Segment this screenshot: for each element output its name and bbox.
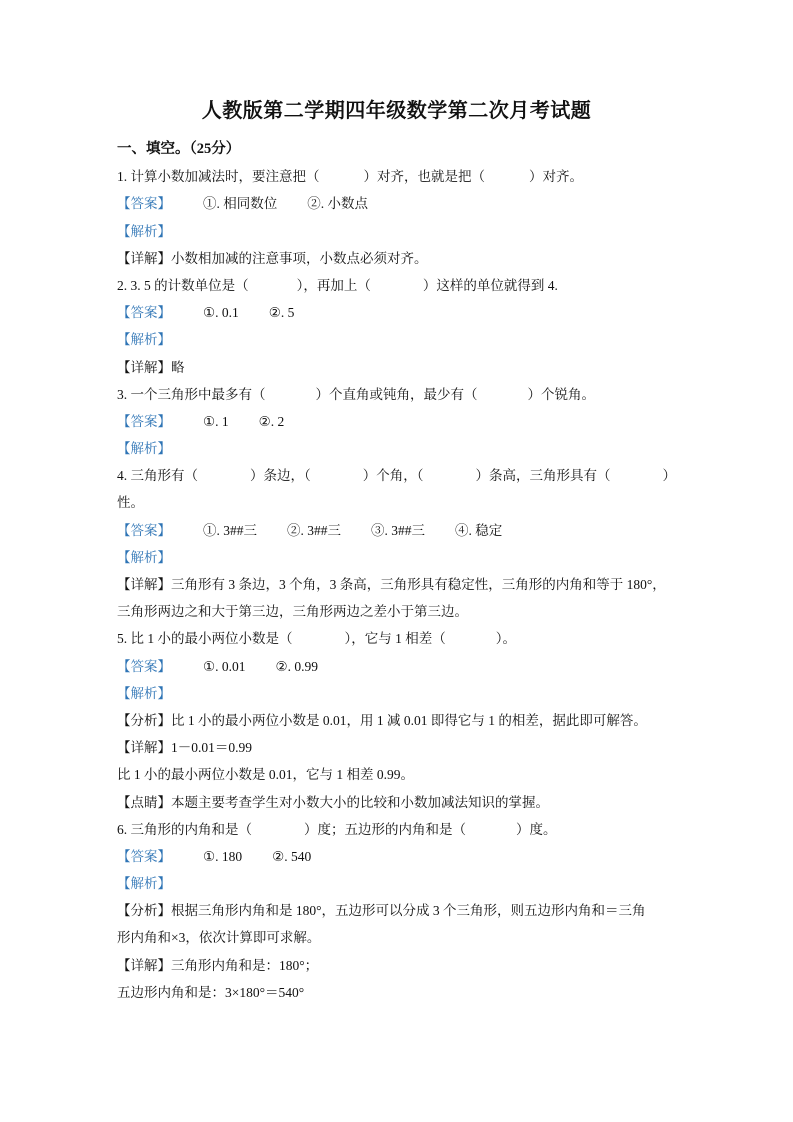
detail-label: 【详解】 (117, 740, 171, 756)
detail-line (117, 734, 687, 761)
analysis-line (117, 897, 687, 924)
answer-item: ①. 3##三 (203, 522, 257, 538)
detail-line-cont: 三角形两边之和大于第三边，三角形两边之差小于第三边。 (117, 604, 468, 620)
analysis-heading: 【解析】 (117, 441, 171, 457)
q-text: ）度。 (516, 821, 557, 837)
answer-line (117, 408, 687, 435)
answer-item: ①. 180 (203, 848, 243, 864)
answer-item: ②. 0.99 (275, 658, 318, 674)
q-text: ）个锐角。 (527, 386, 595, 402)
answer-item: ①. 1 (203, 413, 229, 429)
q-text: ），再加上（ (296, 277, 371, 293)
q-text: 2. 3. 5 的计数单位是（ (117, 277, 249, 293)
answer-line (117, 843, 687, 870)
detail-line-cont: 五边形内角和是：3×180°＝540° (117, 984, 305, 1000)
question-2 (117, 272, 687, 299)
detail-line (117, 245, 687, 272)
answer-item: ②. 5 (268, 305, 295, 321)
q-text: ）条高，三角形具有（ (475, 468, 611, 484)
point-line (117, 789, 687, 816)
answer-line (117, 653, 687, 680)
answer-item: ①. 0.1 (203, 305, 239, 321)
detail-line-cont: 比 1 小的最小两位小数是 0.01，它与 1 相差 0.99。 (117, 767, 414, 783)
detail-label: 【详解】 (117, 577, 171, 592)
answer-line (117, 299, 687, 326)
answer-label: 【答案】 (117, 305, 171, 321)
detail-label: 【详解】 (117, 957, 171, 973)
detail-text: 小数相加减的注意事项，小数点必须对齐。 (171, 250, 428, 266)
detail-line (117, 952, 687, 979)
question-3 (117, 381, 687, 408)
q-text: ），它与 1 相差（ (344, 631, 446, 647)
answer-item: ②. 3##三 (287, 522, 341, 538)
q-text: ）个角，（ (362, 468, 424, 484)
detail-text: 略 (171, 359, 185, 375)
question-4 (117, 462, 687, 489)
answer-item: ②. 2 (258, 413, 285, 429)
answer-label: 【答案】 (117, 658, 171, 674)
answer-label: 【答案】 (117, 848, 171, 864)
point-label: 【点睛】 (117, 794, 171, 810)
q-text: ） (662, 468, 676, 484)
answer-label: 【答案】 (117, 196, 171, 212)
q-text: ）这样的单位就得到 4. (422, 277, 558, 293)
detail-label: 【详解】 (117, 250, 171, 266)
question-1 (117, 163, 687, 190)
detail-text: 三角形有 3 条边，3 个角，3 条高，三角形具有稳定性，三角形的内角和等于 180°， (171, 577, 666, 592)
analysis-heading: 【解析】 (117, 685, 171, 701)
question-5 (117, 625, 687, 652)
detail-text: 三角形内角和是：180°； (171, 957, 319, 973)
q-text: ）条边，（ (250, 468, 311, 484)
answer-item: ②. 540 (272, 848, 312, 864)
answer-item: ④. 稳定 (455, 522, 503, 538)
analysis-line-cont: 形内角和×3，依次计算即可求解。 (117, 930, 321, 946)
answer-label: 【答案】 (117, 413, 171, 429)
answer-line (117, 190, 687, 217)
section-heading: 一、填空。（25分） (117, 141, 241, 157)
answer-item: ①. 相同数位 (203, 196, 278, 212)
q-text: ）度；五边形的内角和是（ (304, 821, 466, 837)
answer-line (117, 517, 687, 544)
q-text: 3. 一个三角形中最多有（ (117, 386, 266, 402)
detail-line (117, 354, 687, 381)
q-text: ）。 (495, 631, 516, 647)
question-4-cont: 性。 (117, 495, 144, 511)
analysis-label: 【分析】 (117, 903, 171, 919)
analysis-heading: 【解析】 (117, 549, 171, 565)
q-text: 5. 比 1 小的最小两位小数是（ (117, 631, 293, 647)
q-text: ）对齐，也就是把（ (363, 169, 485, 185)
analysis-text: 比 1 小的最小两位小数是 0.01，用 1 减 0.01 即得它与 1 的相差，据此即可解答。 (171, 712, 647, 728)
q-text: ）个直角或钝角，最少有（ (315, 386, 478, 402)
document-body (117, 136, 687, 1006)
analysis-heading: 【解析】 (117, 223, 171, 239)
q-text: ）对齐。 (529, 169, 583, 185)
question-6 (117, 816, 687, 843)
q-text: 6. 三角形的内角和是（ (117, 821, 252, 837)
q-text: 4. 三角形有（ (117, 468, 198, 484)
answer-item: ①. 0.01 (203, 658, 246, 674)
detail-label: 【详解】 (117, 359, 171, 375)
answer-item: ③. 3##三 (371, 522, 425, 538)
q-text: 1. 计算小数加减法时，要注意把（ (117, 169, 320, 185)
answer-item: ②. 小数点 (307, 196, 368, 212)
analysis-heading: 【解析】 (117, 332, 171, 348)
detail-text: 1－0.01＝0.99 (171, 740, 252, 756)
detail-line (117, 571, 687, 598)
analysis-heading: 【解析】 (117, 876, 171, 892)
point-text: 本题主要考查学生对小数大小的比较和小数加减法知识的掌握。 (171, 794, 549, 810)
analysis-label: 【分析】 (117, 712, 171, 728)
answer-label: 【答案】 (117, 522, 171, 538)
analysis-text: 根据三角形内角和是 180°，五边形可以分成 3 个三角形，则五边形内角和＝三角 (171, 903, 646, 919)
analysis-line (117, 707, 687, 734)
document-title: 人教版第二学期四年级数学第二次月考试题 (201, 100, 592, 122)
